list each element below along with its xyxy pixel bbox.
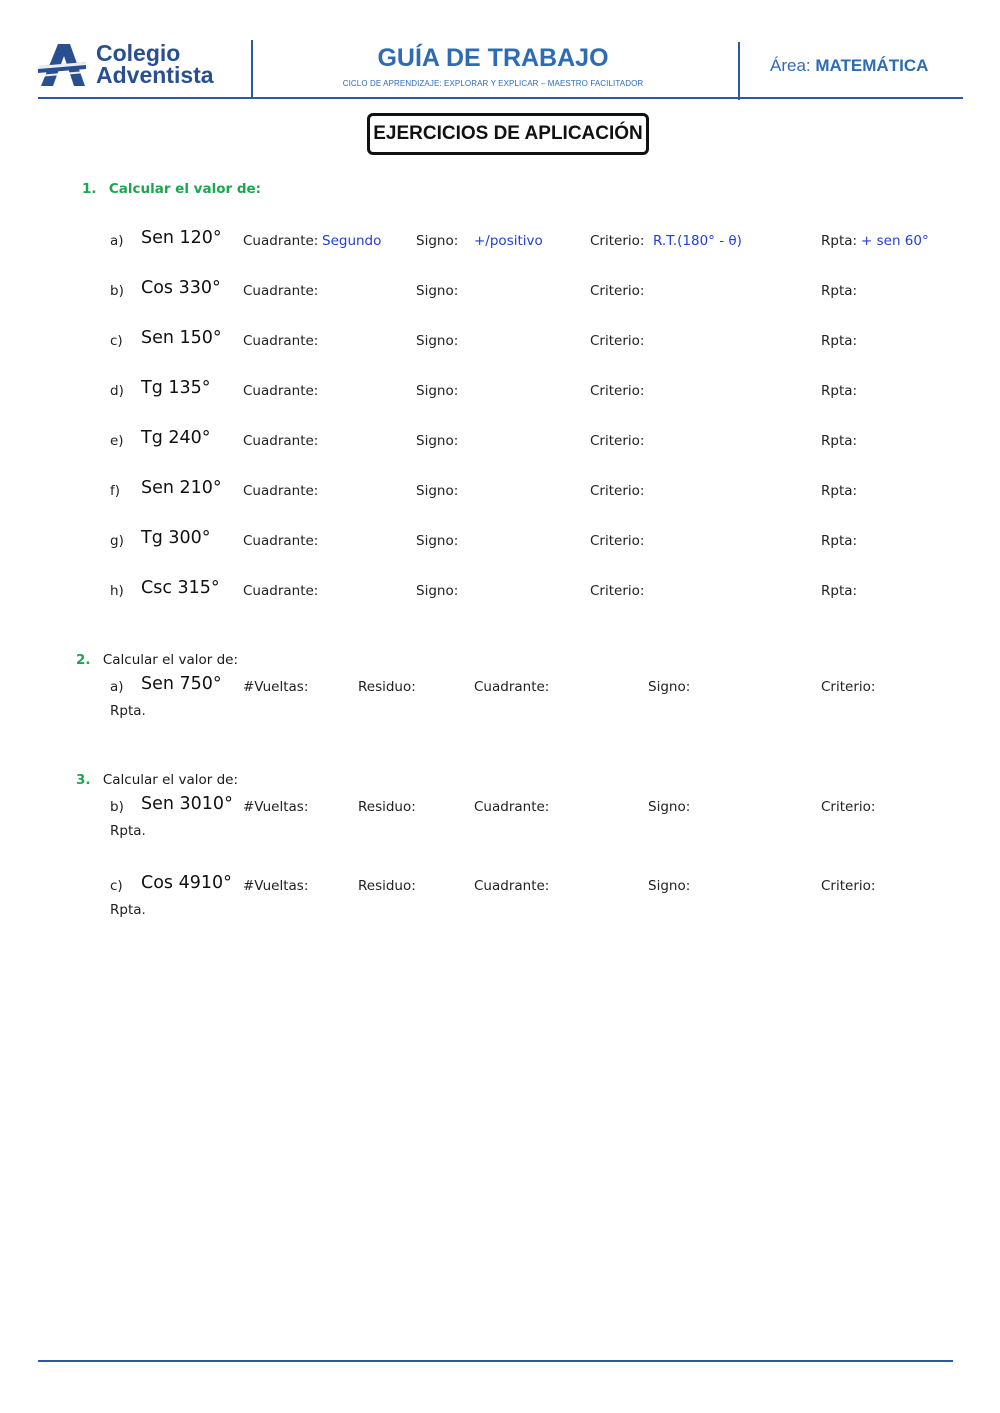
criterio-label: Criterio: bbox=[590, 233, 645, 249]
item-expression: Sen 210° bbox=[141, 478, 222, 498]
criterio-label: Criterio: bbox=[821, 878, 876, 894]
criterio-label: Criterio: bbox=[590, 483, 645, 499]
residuo-label: Residuo: bbox=[358, 878, 416, 894]
item-expression: Csc 315° bbox=[141, 578, 220, 598]
q3-heading bbox=[76, 772, 238, 788]
signo-label: Signo: bbox=[416, 533, 459, 549]
header-divider-right bbox=[738, 42, 740, 100]
header-rule bbox=[38, 97, 963, 99]
item-expression: Sen 150° bbox=[141, 328, 222, 348]
logo-line-1: Colegio bbox=[96, 40, 181, 66]
signo-label: Signo: bbox=[416, 583, 459, 599]
q3-number: 3. bbox=[76, 772, 91, 788]
rpta-label: Rpta: bbox=[821, 583, 858, 599]
criterio-label: Criterio: bbox=[590, 583, 645, 599]
item-letter: g) bbox=[110, 533, 124, 549]
cuadrante-label: Cuadrante: bbox=[243, 283, 319, 299]
cuadrante-label: Cuadrante: bbox=[243, 383, 319, 399]
signo-label: Signo: bbox=[416, 433, 459, 449]
list-item bbox=[0, 380, 1000, 410]
rpta-label: Rpta: bbox=[821, 533, 858, 549]
list-item bbox=[0, 430, 1000, 460]
signo-label: Signo: bbox=[416, 383, 459, 399]
q2-prompt: Calcular el valor de: bbox=[102, 652, 239, 668]
cuadrante-answer: Segundo bbox=[322, 233, 382, 249]
signo-label: Signo: bbox=[416, 233, 459, 249]
page-subtitle: CICLO DE APRENDIZAJE: EXPLORAR Y EXPLICAR – MAESTRO FACILITADOR bbox=[342, 79, 644, 88]
rpta-label: Rpta: bbox=[821, 283, 858, 299]
cuadrante-label: Cuadrante: bbox=[243, 483, 319, 499]
signo-label: Signo: bbox=[648, 878, 691, 894]
q2-number: 2. bbox=[76, 652, 91, 668]
list-item bbox=[0, 676, 1000, 726]
q1-prompt: Calcular el valor de: bbox=[108, 181, 262, 197]
item-expression: Tg 300° bbox=[141, 528, 211, 548]
cuadrante-label: Cuadrante: bbox=[243, 233, 319, 249]
signo-answer: +/positivo bbox=[474, 233, 543, 249]
q3-prompt: Calcular el valor de: bbox=[102, 772, 239, 788]
logo-line-2: Adventista bbox=[96, 62, 214, 88]
signo-label: Signo: bbox=[416, 333, 459, 349]
residuo-label: Residuo: bbox=[358, 799, 416, 815]
rpta-label: Rpta: bbox=[821, 233, 858, 249]
signo-label: Signo: bbox=[648, 799, 691, 815]
rpta-label: Rpta: bbox=[821, 483, 858, 499]
item-expression: Tg 135° bbox=[141, 378, 211, 398]
item-letter: a) bbox=[110, 233, 124, 249]
item-expression: Cos 4910° bbox=[141, 873, 232, 893]
residuo-label: Residuo: bbox=[358, 679, 416, 695]
criterio-label: Criterio: bbox=[821, 679, 876, 695]
cuadrante-label: Cuadrante: bbox=[474, 799, 550, 815]
rpta-label: Rpta: bbox=[821, 433, 858, 449]
item-letter: b) bbox=[110, 283, 124, 299]
item-letter: c) bbox=[110, 878, 123, 894]
section-title: EJERCICIOS DE APLICACIÓN bbox=[367, 113, 649, 155]
criterio-label: Criterio: bbox=[590, 283, 645, 299]
cuadrante-label: Cuadrante: bbox=[243, 433, 319, 449]
criterio-answer: R.T.(180° - θ) bbox=[653, 233, 742, 249]
item-expression: Sen 3010° bbox=[141, 794, 233, 814]
logo-icon bbox=[38, 42, 88, 88]
list-item bbox=[0, 480, 1000, 510]
item-expression: Cos 330° bbox=[141, 278, 221, 298]
area-label bbox=[770, 56, 928, 76]
signo-label: Signo: bbox=[648, 679, 691, 695]
header-divider-left bbox=[251, 40, 253, 98]
item-expression: Sen 750° bbox=[141, 674, 222, 694]
criterio-label: Criterio: bbox=[590, 333, 645, 349]
vueltas-label: #Vueltas: bbox=[243, 878, 309, 894]
rpta-label: Rpta. bbox=[110, 823, 146, 839]
rpta-label: Rpta: bbox=[821, 383, 858, 399]
q1-number: 1. bbox=[82, 181, 97, 197]
cuadrante-label: Cuadrante: bbox=[243, 533, 319, 549]
list-item bbox=[0, 230, 1000, 260]
cuadrante-label: Cuadrante: bbox=[474, 679, 550, 695]
list-item bbox=[0, 580, 1000, 610]
item-letter: c) bbox=[110, 333, 123, 349]
item-letter: a) bbox=[110, 679, 124, 695]
school-logo-text bbox=[96, 42, 214, 86]
criterio-label: Criterio: bbox=[821, 799, 876, 815]
q2-heading bbox=[76, 652, 238, 668]
item-expression: Sen 120° bbox=[141, 228, 222, 248]
list-item bbox=[0, 796, 1000, 846]
list-item bbox=[0, 330, 1000, 360]
rpta-label: Rpta: bbox=[821, 333, 858, 349]
criterio-label: Criterio: bbox=[590, 383, 645, 399]
rpta-label: Rpta. bbox=[110, 703, 146, 719]
page-title: GUÍA DE TRABAJO bbox=[377, 44, 609, 72]
signo-label: Signo: bbox=[416, 483, 459, 499]
item-letter: f) bbox=[110, 483, 121, 499]
signo-label: Signo: bbox=[416, 283, 459, 299]
footer-rule bbox=[38, 1360, 953, 1362]
list-item bbox=[0, 875, 1000, 925]
rpta-label: Rpta. bbox=[110, 902, 146, 918]
cuadrante-label: Cuadrante: bbox=[243, 333, 319, 349]
cuadrante-label: Cuadrante: bbox=[474, 878, 550, 894]
vueltas-label: #Vueltas: bbox=[243, 799, 309, 815]
list-item bbox=[0, 530, 1000, 560]
q1-heading bbox=[82, 181, 261, 197]
criterio-label: Criterio: bbox=[590, 433, 645, 449]
cuadrante-label: Cuadrante: bbox=[243, 583, 319, 599]
item-letter: d) bbox=[110, 383, 124, 399]
area-value: MATEMÁTICA bbox=[815, 56, 929, 75]
item-expression: Tg 240° bbox=[141, 428, 211, 448]
item-letter: e) bbox=[110, 433, 124, 449]
item-letter: b) bbox=[110, 799, 124, 815]
list-item bbox=[0, 280, 1000, 310]
criterio-label: Criterio: bbox=[590, 533, 645, 549]
vueltas-label: #Vueltas: bbox=[243, 679, 309, 695]
area-label-text: Área: bbox=[770, 56, 811, 75]
item-letter: h) bbox=[110, 583, 124, 599]
rpta-answer: + sen 60° bbox=[861, 233, 929, 249]
